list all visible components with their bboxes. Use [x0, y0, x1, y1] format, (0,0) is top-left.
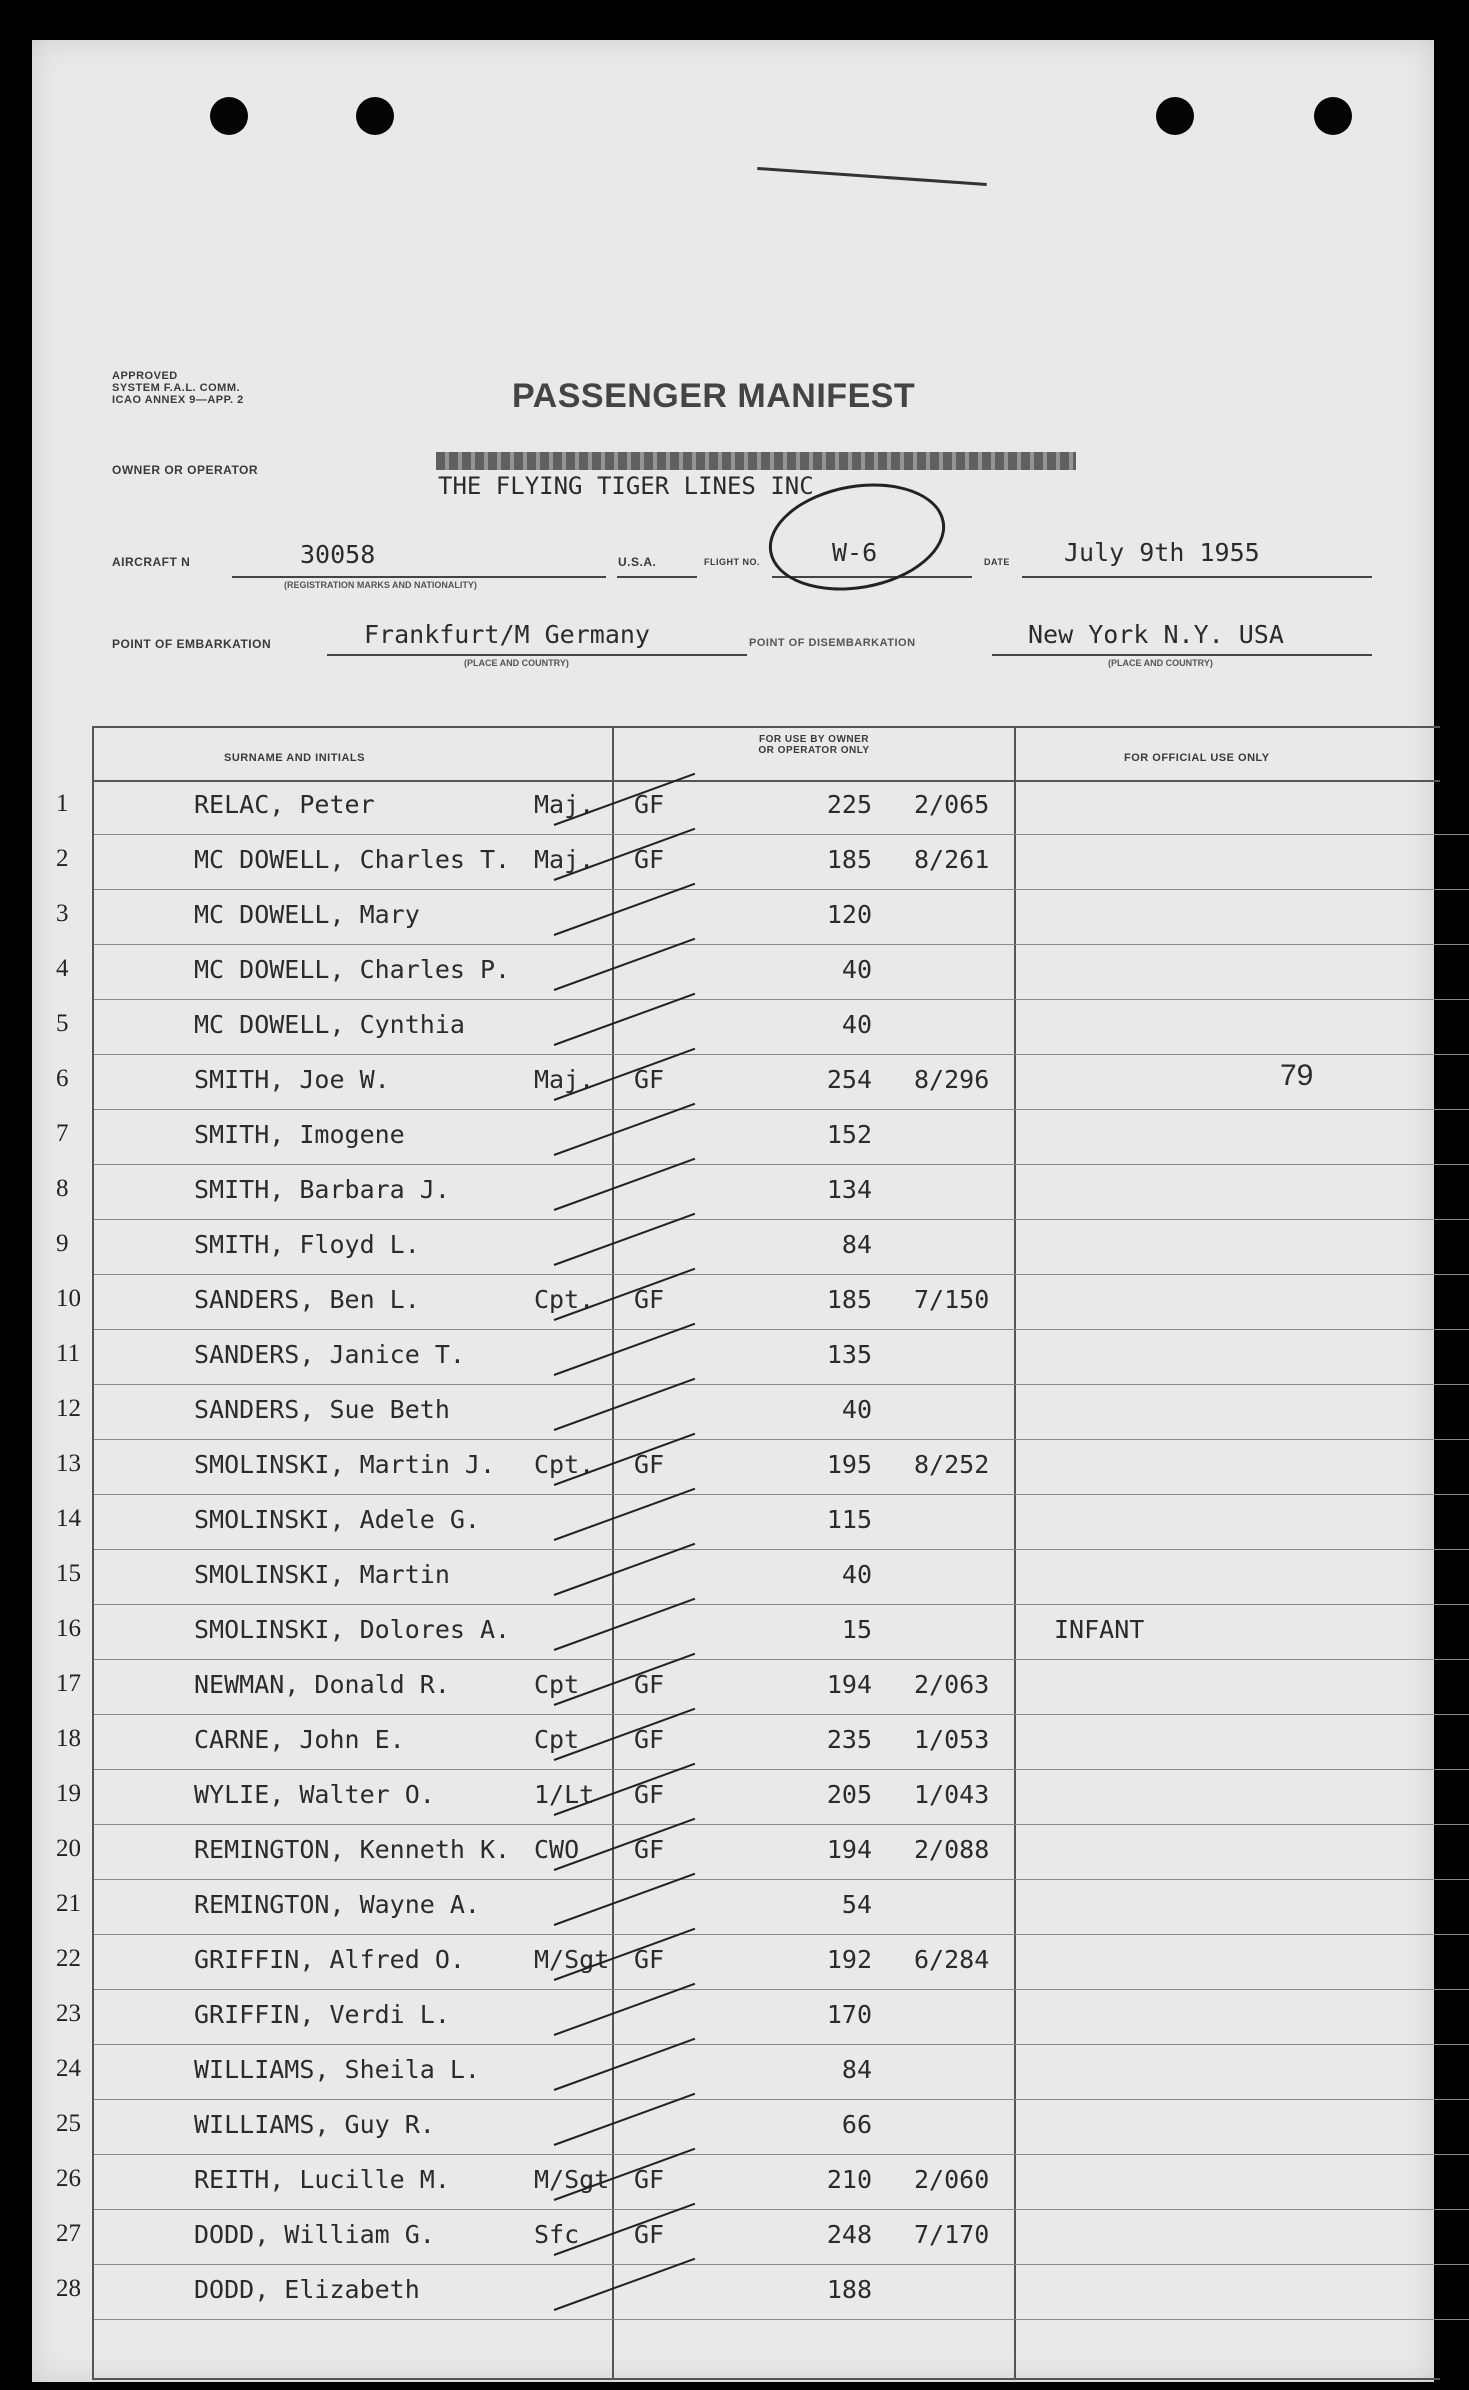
fare-code: GF — [634, 2165, 665, 2194]
table-row — [56, 2155, 1469, 2210]
passenger-name: SMOLINSKI, Dolores A. — [194, 1615, 511, 1644]
row-number: 15 — [56, 1560, 81, 1587]
row-number: 28 — [56, 2275, 81, 2302]
table-row — [56, 1110, 1469, 1165]
row-number: 4 — [56, 955, 69, 982]
disembark-label: POINT OF DISEMBARKATION — [749, 637, 916, 649]
table-row — [56, 1275, 1469, 1330]
passenger-weight: 134 — [826, 1175, 872, 1204]
surname-header: SURNAME AND INITIALS — [224, 752, 365, 764]
check-mark — [554, 2093, 696, 2146]
passenger-weight: 235 — [826, 1725, 872, 1754]
row-number: 7 — [56, 1120, 69, 1147]
table-row — [56, 1825, 1469, 1880]
row-number: 6 — [56, 1065, 69, 1092]
passenger-weight: 205 — [826, 1780, 872, 1809]
row-number: 26 — [56, 2165, 81, 2192]
passenger-name: WILLIAMS, Sheila L. — [194, 2055, 480, 2084]
table-row — [56, 1055, 1469, 1110]
check-mark — [554, 1378, 696, 1431]
ticket-ref: 2/065 — [914, 790, 990, 819]
ticket-ref: 2/088 — [914, 1835, 990, 1864]
table-row — [56, 1990, 1469, 2045]
table-row — [56, 1220, 1469, 1275]
passenger-name: REMINGTON, Wayne A. — [194, 1890, 480, 1919]
row-number: 20 — [56, 1835, 81, 1862]
passenger-rank: 1/Lt — [534, 1780, 595, 1809]
passenger-name: MC DOWELL, Charles P. — [194, 955, 511, 984]
fare-code: GF — [634, 1285, 665, 1314]
row-number: 8 — [56, 1175, 69, 1202]
ticket-ref: 8/261 — [914, 845, 990, 874]
check-mark — [554, 1543, 696, 1596]
row-number: 14 — [56, 1505, 81, 1532]
passenger-weight: 120 — [826, 900, 872, 929]
operator-header-line: OR OPERATOR ONLY — [758, 745, 870, 756]
passenger-name: SMITH, Barbara J. — [194, 1175, 450, 1204]
passenger-weight: 54 — [841, 1890, 872, 1919]
row-number: 16 — [56, 1615, 81, 1642]
aircraft-label: AIRCRAFT N — [112, 555, 191, 569]
row-number: 21 — [56, 1890, 81, 1917]
fare-code: GF — [634, 1450, 665, 1479]
passenger-name: MC DOWELL, Mary — [194, 900, 420, 929]
passenger-name: SMOLINSKI, Martin — [194, 1560, 450, 1589]
fare-code: GF — [634, 1835, 665, 1864]
approval-line: ICAO ANNEX 9—APP. 2 — [112, 394, 244, 406]
date-value: July 9th 1955 — [1064, 538, 1260, 567]
passenger-rank: Cpt. — [534, 1285, 595, 1314]
date-label: DATE — [984, 557, 1010, 567]
passenger-name: WILLIAMS, Guy R. — [194, 2110, 435, 2139]
table-row — [56, 1385, 1469, 1440]
passenger-name: RELAC, Peter — [194, 790, 375, 819]
passenger-name: MC DOWELL, Cynthia — [194, 1010, 465, 1039]
table-row — [56, 1495, 1469, 1550]
passenger-name: DODD, Elizabeth — [194, 2275, 420, 2304]
passenger-rank: Cpt — [534, 1670, 580, 1699]
check-mark — [554, 993, 696, 1046]
passenger-weight: 84 — [841, 2055, 872, 2084]
passenger-name: SANDERS, Sue Beth — [194, 1395, 450, 1424]
passenger-name: SMOLINSKI, Adele G. — [194, 1505, 480, 1534]
passenger-rank: M/Sgt — [534, 2165, 610, 2194]
table-row — [56, 2265, 1469, 2320]
table-row — [56, 780, 1469, 835]
check-mark — [554, 1213, 696, 1266]
row-number: 3 — [56, 900, 69, 927]
passenger-rank: Maj. — [534, 1065, 595, 1094]
embark-caption: (PLACE AND COUNTRY) — [464, 658, 569, 668]
table-row — [56, 1330, 1469, 1385]
row-number: 25 — [56, 2110, 81, 2137]
passenger-rank: CWO — [534, 1835, 580, 1864]
row-number: 19 — [56, 1780, 81, 1807]
passenger-rank: Maj. — [534, 845, 595, 874]
passenger-weight: 192 — [826, 1945, 872, 1974]
table-row — [56, 1715, 1469, 1770]
passenger-weight: 115 — [826, 1505, 872, 1534]
passenger-name: MC DOWELL, Charles T. — [194, 845, 511, 874]
manifest-page — [32, 40, 1434, 2382]
passenger-name: DODD, William G. — [194, 2220, 435, 2249]
row-number: 11 — [56, 1340, 81, 1367]
passenger-name: NEWMAN, Donald R. — [194, 1670, 450, 1699]
check-mark — [554, 1323, 696, 1376]
passenger-name: GRIFFIN, Alfred O. — [194, 1945, 465, 1974]
row-divider — [94, 2319, 1469, 2320]
passenger-rank: Cpt — [534, 1725, 580, 1754]
disembark-caption: (PLACE AND COUNTRY) — [1108, 658, 1213, 668]
fare-code: GF — [634, 1780, 665, 1809]
ticket-ref: 2/063 — [914, 1670, 990, 1699]
embark-value: Frankfurt/M Germany — [364, 620, 650, 649]
table-row — [56, 2210, 1469, 2265]
table-row — [56, 1165, 1469, 1220]
row-number: 23 — [56, 2000, 81, 2027]
table-row — [56, 1605, 1469, 1660]
passenger-name: SMITH, Imogene — [194, 1120, 405, 1149]
passenger-weight: 40 — [841, 955, 872, 984]
disembark-value: New York N.Y. USA — [1028, 620, 1284, 649]
passenger-name: GRIFFIN, Verdi L. — [194, 2000, 450, 2029]
passenger-name: SMITH, Joe W. — [194, 1065, 390, 1094]
fare-code: GF — [634, 1670, 665, 1699]
row-number: 1 — [56, 790, 69, 817]
approval-line: APPROVED — [112, 370, 178, 382]
usa-label: U.S.A. — [618, 555, 657, 569]
passenger-rank: Sfc — [534, 2220, 580, 2249]
ticket-ref: 7/170 — [914, 2220, 990, 2249]
row-number: 17 — [56, 1670, 81, 1697]
fare-code: GF — [634, 1945, 665, 1974]
passenger-name: SMITH, Floyd L. — [194, 1230, 420, 1259]
row-number: 12 — [56, 1395, 81, 1422]
passenger-weight: 254 — [826, 1065, 872, 1094]
check-mark — [554, 1158, 696, 1211]
passenger-weight: 194 — [826, 1835, 872, 1864]
fare-code: GF — [634, 845, 665, 874]
passenger-weight: 210 — [826, 2165, 872, 2194]
aircraft-value: 30058 — [300, 540, 376, 569]
passenger-weight: 185 — [826, 1285, 872, 1314]
pen-mark — [757, 167, 987, 186]
row-number: 24 — [56, 2055, 81, 2082]
passenger-rank: Maj. — [534, 790, 595, 819]
check-mark — [554, 883, 696, 936]
table-row — [56, 1440, 1469, 1495]
fare-code: GF — [634, 2220, 665, 2249]
table-row — [56, 1550, 1469, 1605]
punch-hole-icon — [1314, 97, 1352, 135]
table-row — [56, 1935, 1469, 1990]
passenger-weight: 152 — [826, 1120, 872, 1149]
passenger-weight: 84 — [841, 1230, 872, 1259]
check-mark — [554, 2038, 696, 2091]
punch-hole-icon — [356, 97, 394, 135]
operator-header-line: FOR USE BY OWNER — [758, 734, 870, 745]
row-number: 2 — [56, 845, 69, 872]
check-mark — [554, 1873, 696, 1926]
owner-strikeout — [436, 452, 1076, 470]
passenger-weight: 40 — [841, 1010, 872, 1039]
passenger-weight: 194 — [826, 1670, 872, 1699]
passenger-weight: 135 — [826, 1340, 872, 1369]
row-number: 10 — [56, 1285, 81, 1312]
owner-label: OWNER OR OPERATOR — [112, 463, 259, 477]
page-title: PASSENGER MANIFEST — [512, 377, 916, 415]
table-row — [56, 2045, 1469, 2100]
passenger-name: REITH, Lucille M. — [194, 2165, 450, 2194]
owner-value: THE FLYING TIGER LINES INC — [438, 472, 814, 500]
passenger-weight: 248 — [826, 2220, 872, 2249]
fare-code: GF — [634, 1065, 665, 1094]
punch-hole-icon — [210, 97, 248, 135]
check-mark — [554, 2258, 696, 2311]
passenger-name: SANDERS, Janice T. — [194, 1340, 465, 1369]
fare-code: GF — [634, 790, 665, 819]
ticket-ref: 8/296 — [914, 1065, 990, 1094]
passenger-weight: 188 — [826, 2275, 872, 2304]
ticket-ref: 1/043 — [914, 1780, 990, 1809]
passenger-weight: 225 — [826, 790, 872, 819]
passenger-rank: M/Sgt — [534, 1945, 610, 1974]
operator-header — [654, 734, 974, 756]
table-row — [56, 1880, 1469, 1935]
table-row — [56, 2100, 1469, 2155]
aircraft-caption: (REGISTRATION MARKS AND NATIONALITY) — [284, 580, 477, 590]
ticket-ref: 7/150 — [914, 1285, 990, 1314]
ticket-ref: 8/252 — [914, 1450, 990, 1479]
table-row — [56, 835, 1469, 890]
approval-line: SYSTEM F.A.L. COMM. — [112, 382, 241, 394]
embark-label: POINT OF EMBARKATION — [112, 637, 272, 651]
ticket-ref: 1/053 — [914, 1725, 990, 1754]
official-note: INFANT — [1054, 1615, 1145, 1644]
table-row — [56, 1770, 1469, 1825]
passenger-weight: 170 — [826, 2000, 872, 2029]
passenger-name: WYLIE, Walter O. — [194, 1780, 435, 1809]
passenger-weight: 15 — [841, 1615, 872, 1644]
official-header: FOR OFFICIAL USE ONLY — [1124, 752, 1270, 764]
passenger-weight: 185 — [826, 845, 872, 874]
table-row — [56, 1660, 1469, 1715]
passenger-name: REMINGTON, Kenneth K. — [194, 1835, 511, 1864]
ticket-ref: 2/060 — [914, 2165, 990, 2194]
table-row — [56, 1000, 1469, 1055]
manifest-table — [56, 726, 1440, 2380]
flight-label: FLIGHT NO. — [704, 557, 760, 567]
punch-hole-icon — [1156, 97, 1194, 135]
manifest-rows — [56, 780, 1440, 2376]
passenger-weight: 40 — [841, 1560, 872, 1589]
passenger-rank: Cpt. — [534, 1450, 595, 1479]
passenger-name: SANDERS, Ben L. — [194, 1285, 420, 1314]
passenger-weight: 40 — [841, 1395, 872, 1424]
check-mark — [554, 1103, 696, 1156]
approval-block — [112, 370, 244, 406]
check-mark — [554, 938, 696, 991]
table-row — [56, 945, 1469, 1000]
passenger-name: SMOLINSKI, Martin J. — [194, 1450, 496, 1479]
row-number: 9 — [56, 1230, 69, 1257]
fare-code: GF — [634, 1725, 665, 1754]
flight-value: W-6 — [832, 538, 878, 567]
row-number: 27 — [56, 2220, 81, 2247]
ticket-ref: 6/284 — [914, 1945, 990, 1974]
table-row — [56, 890, 1469, 945]
row-number: 22 — [56, 1945, 81, 1972]
passenger-weight: 195 — [826, 1450, 872, 1479]
check-mark — [554, 1983, 696, 2036]
passenger-name: CARNE, John E. — [194, 1725, 405, 1754]
row-number: 13 — [56, 1450, 81, 1477]
row-number: 18 — [56, 1725, 81, 1752]
check-mark — [554, 1488, 696, 1541]
passenger-weight: 66 — [841, 2110, 872, 2139]
check-mark — [554, 1598, 696, 1651]
official-note: 79 — [1280, 1059, 1314, 1092]
row-number: 5 — [56, 1010, 69, 1037]
